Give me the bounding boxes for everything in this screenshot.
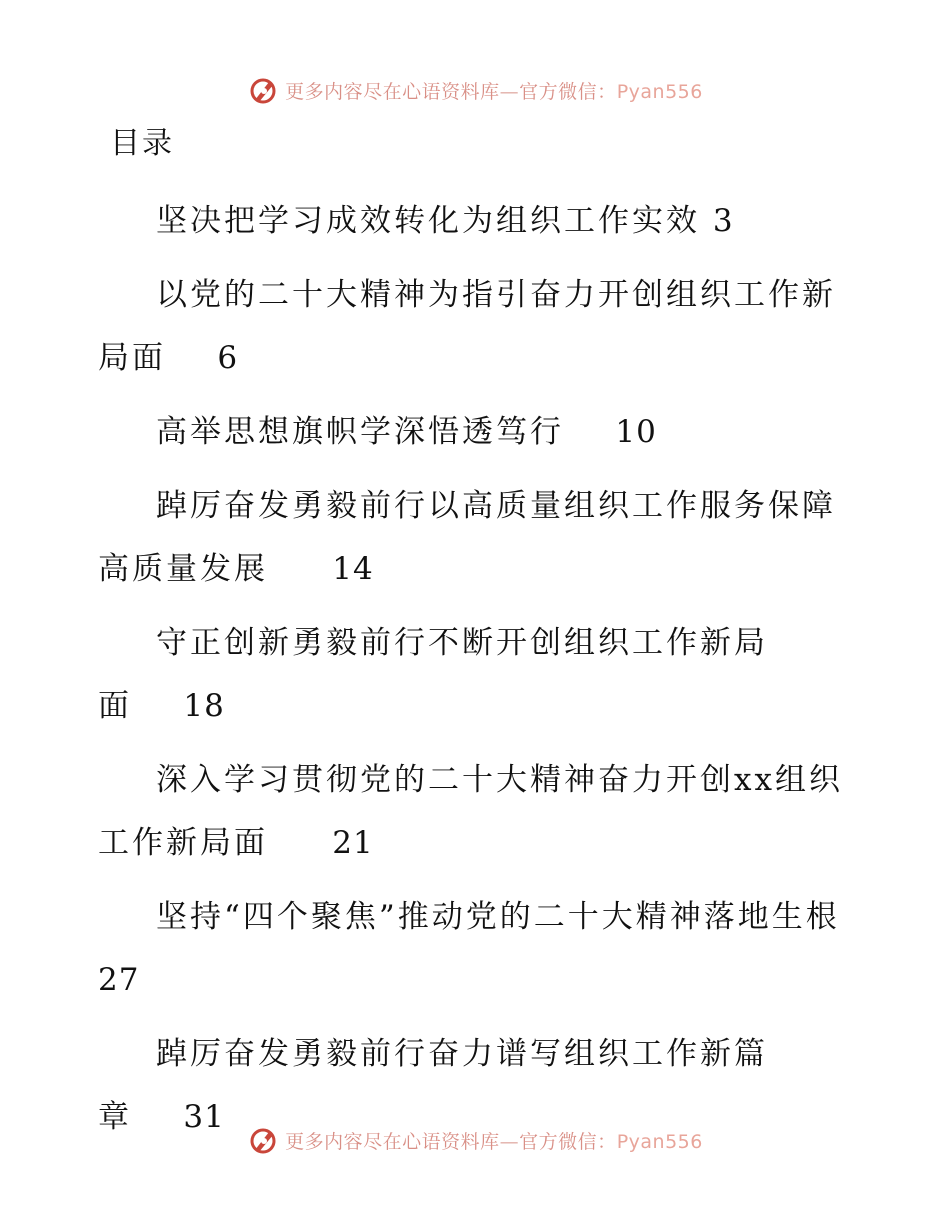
banner-wechat-id: Pyan556: [616, 1130, 703, 1153]
toc-entry[interactable]: [98, 264, 858, 390]
footer-banner: [0, 1120, 950, 1160]
banner-slogan: 更多内容尽在心语资料库: [285, 1130, 500, 1153]
toc-heading: 目录: [110, 126, 174, 161]
banner-separator: —: [499, 80, 520, 103]
toc-entry-title: 守正创新勇毅前行不断开创组织工作新局面: [98, 625, 768, 724]
toc-entry-page: 18: [183, 688, 225, 724]
toc-entry-page: 27: [98, 962, 140, 998]
toc-entry-title: 踔厉奋发勇毅前行奋力谱写组织工作新篇章: [98, 1036, 768, 1135]
toc-entry-title: 坚持“四个聚焦”推动党的二十大精神落地生根: [156, 899, 840, 935]
toc-entry[interactable]: [98, 401, 858, 464]
toc-entry-page: 21: [332, 825, 374, 861]
toc-entry-page: 14: [332, 551, 374, 587]
toc-entry[interactable]: [98, 190, 858, 253]
toc-entry-title: 深入学习贯彻党的二十大精神奋力开创xx组织工作新局面: [98, 762, 843, 861]
toc-entry-page: 10: [615, 414, 657, 450]
toc-entry-page: 6: [217, 340, 239, 376]
toc-entry[interactable]: [98, 475, 858, 601]
pen-logo-icon: [247, 74, 279, 106]
banner-slogan: 更多内容尽在心语资料库: [285, 80, 500, 103]
toc-entry-title: 踔厉奋发勇毅前行以高质量组织工作服务保障高质量发展: [98, 488, 836, 587]
toc-entry[interactable]: [98, 886, 858, 1012]
banner-wechat-label: 官方微信：: [519, 80, 617, 103]
toc-entry-page: 3: [712, 203, 734, 239]
toc-entry-page: 31: [183, 1099, 225, 1135]
banner-wechat-label: 官方微信：: [519, 1130, 617, 1153]
toc-entry-title: 以党的二十大精神为指引奋力开创组织工作新局面: [98, 277, 836, 376]
toc-entry-title: 坚决把学习成效转化为组织工作实效: [156, 203, 700, 239]
banner-separator: —: [499, 1130, 520, 1153]
toc-entry[interactable]: [98, 749, 858, 875]
table-of-contents: [98, 190, 858, 1160]
toc-entry-title: 高举思想旗帜学深悟透笃行: [156, 414, 564, 450]
header-banner: [0, 70, 950, 110]
banner-wechat-id: Pyan556: [616, 80, 703, 103]
toc-entry[interactable]: [98, 612, 858, 738]
pen-logo-icon: [247, 1124, 279, 1156]
